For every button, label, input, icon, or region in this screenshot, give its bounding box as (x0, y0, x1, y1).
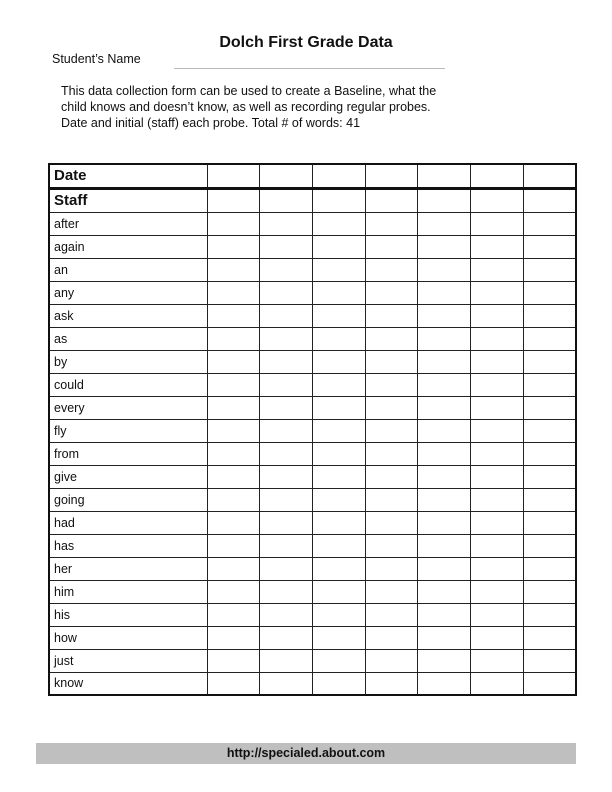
word-row (49, 511, 576, 534)
word-row-label: any (49, 281, 207, 304)
entry-cell[interactable] (207, 258, 260, 281)
entry-cell[interactable] (418, 557, 471, 580)
entry-cell[interactable] (365, 672, 418, 695)
entry-cell[interactable] (365, 350, 418, 373)
entry-cell[interactable] (312, 396, 365, 419)
entry-cell[interactable] (418, 350, 471, 373)
entry-cell[interactable] (312, 534, 365, 557)
entry-cell[interactable] (260, 603, 313, 626)
entry-cell[interactable] (207, 235, 260, 258)
entry-cell[interactable] (523, 649, 576, 672)
entry-cell[interactable] (312, 649, 365, 672)
entry-cell[interactable] (471, 350, 524, 373)
entry-cell[interactable] (312, 511, 365, 534)
word-row (49, 304, 576, 327)
entry-cell[interactable] (260, 580, 313, 603)
date-row-label: Date (49, 164, 207, 188)
entry-cell[interactable] (471, 327, 524, 350)
entry-cell[interactable] (260, 419, 313, 442)
entry-cell[interactable] (312, 327, 365, 350)
word-row (49, 327, 576, 350)
student-name-label: Student’s Name (52, 52, 141, 66)
entry-cell[interactable] (365, 212, 418, 235)
entry-cell[interactable] (312, 465, 365, 488)
date-row (49, 164, 576, 188)
entry-cell[interactable] (418, 580, 471, 603)
entry-cell[interactable] (260, 649, 313, 672)
entry-cell[interactable] (207, 373, 260, 396)
word-row (49, 649, 576, 672)
entry-cell[interactable] (471, 672, 524, 695)
word-row-label: give (49, 465, 207, 488)
entry-cell[interactable] (312, 488, 365, 511)
entry-cell[interactable] (207, 304, 260, 327)
word-row-label: has (49, 534, 207, 557)
entry-cell[interactable] (471, 281, 524, 304)
word-row (49, 488, 576, 511)
entry-cell[interactable] (418, 281, 471, 304)
entry-cell[interactable] (365, 188, 418, 212)
staff-row-label: Staff (49, 188, 207, 212)
instructions-line: child knows and doesn’t know, as well as recording regular probes. (61, 100, 431, 114)
entry-cell[interactable] (523, 350, 576, 373)
entry-cell[interactable] (207, 164, 260, 188)
entry-cell[interactable] (312, 626, 365, 649)
entry-cell[interactable] (523, 511, 576, 534)
entry-cell[interactable] (260, 188, 313, 212)
entry-cell[interactable] (207, 419, 260, 442)
entry-cell[interactable] (260, 327, 313, 350)
form-title: Dolch First Grade Data (219, 34, 393, 51)
entry-cell[interactable] (471, 164, 524, 188)
word-row (49, 626, 576, 649)
instructions-line: Date and initial (staff) each probe. Total # of words: 41 (61, 116, 361, 130)
entry-cell[interactable] (523, 534, 576, 557)
entry-cell[interactable] (418, 511, 471, 534)
entry-cell[interactable] (365, 557, 418, 580)
entry-cell[interactable] (207, 212, 260, 235)
entry-cell[interactable] (207, 442, 260, 465)
entry-cell[interactable] (365, 626, 418, 649)
entry-cell[interactable] (523, 235, 576, 258)
word-row-label: his (49, 603, 207, 626)
entry-cell[interactable] (312, 580, 365, 603)
entry-cell[interactable] (418, 488, 471, 511)
entry-cell[interactable] (260, 511, 313, 534)
word-row (49, 373, 576, 396)
entry-cell[interactable] (471, 534, 524, 557)
entry-cell[interactable] (523, 603, 576, 626)
entry-cell[interactable] (207, 188, 260, 212)
entry-cell[interactable] (471, 304, 524, 327)
word-row (49, 212, 576, 235)
entry-cell[interactable] (207, 281, 260, 304)
entry-cell[interactable] (312, 442, 365, 465)
entry-cell[interactable] (260, 488, 313, 511)
data-table (48, 163, 577, 696)
word-row-label: just (49, 649, 207, 672)
word-row-label: could (49, 373, 207, 396)
entry-cell[interactable] (260, 258, 313, 281)
entry-cell[interactable] (260, 534, 313, 557)
entry-cell[interactable] (471, 603, 524, 626)
entry-cell[interactable] (418, 258, 471, 281)
entry-cell[interactable] (523, 626, 576, 649)
entry-cell[interactable] (418, 649, 471, 672)
entry-cell[interactable] (312, 419, 365, 442)
entry-cell[interactable] (312, 557, 365, 580)
word-row-label: after (49, 212, 207, 235)
entry-cell[interactable] (365, 534, 418, 557)
entry-cell[interactable] (471, 442, 524, 465)
entry-cell[interactable] (418, 534, 471, 557)
word-row (49, 557, 576, 580)
entry-cell[interactable] (365, 396, 418, 419)
word-row-label: her (49, 557, 207, 580)
entry-cell[interactable] (418, 235, 471, 258)
entry-cell[interactable] (312, 350, 365, 373)
entry-cell[interactable] (312, 672, 365, 695)
word-row (49, 672, 576, 695)
entry-cell[interactable] (471, 212, 524, 235)
entry-cell[interactable] (418, 442, 471, 465)
entry-cell[interactable] (207, 327, 260, 350)
entry-cell[interactable] (207, 557, 260, 580)
entry-cell[interactable] (207, 396, 260, 419)
entry-cell[interactable] (365, 511, 418, 534)
entry-cell[interactable] (312, 235, 365, 258)
entry-cell[interactable] (207, 465, 260, 488)
staff-row (49, 188, 576, 212)
entry-cell[interactable] (523, 442, 576, 465)
entry-cell[interactable] (471, 488, 524, 511)
entry-cell[interactable] (260, 396, 313, 419)
entry-cell[interactable] (418, 304, 471, 327)
word-row (49, 580, 576, 603)
word-row (49, 396, 576, 419)
entry-cell[interactable] (207, 580, 260, 603)
entry-cell[interactable] (260, 164, 313, 188)
word-row (49, 603, 576, 626)
entry-cell[interactable] (523, 396, 576, 419)
entry-cell[interactable] (207, 603, 260, 626)
entry-cell[interactable] (523, 557, 576, 580)
entry-cell[interactable] (523, 419, 576, 442)
entry-cell[interactable] (260, 350, 313, 373)
entry-cell[interactable] (471, 373, 524, 396)
word-row-label: had (49, 511, 207, 534)
word-row (49, 419, 576, 442)
entry-cell[interactable] (260, 557, 313, 580)
entry-cell[interactable] (260, 672, 313, 695)
word-row-label: going (49, 488, 207, 511)
entry-cell[interactable] (207, 511, 260, 534)
entry-cell[interactable] (523, 188, 576, 212)
entry-cell[interactable] (312, 188, 365, 212)
entry-cell[interactable] (207, 488, 260, 511)
entry-cell[interactable] (471, 419, 524, 442)
entry-cell[interactable] (260, 373, 313, 396)
word-row (49, 281, 576, 304)
instructions (61, 83, 561, 131)
entry-cell[interactable] (260, 442, 313, 465)
entry-cell[interactable] (523, 672, 576, 695)
word-row (49, 235, 576, 258)
entry-cell[interactable] (365, 304, 418, 327)
entry-cell[interactable] (260, 212, 313, 235)
entry-cell[interactable] (365, 373, 418, 396)
entry-cell[interactable] (418, 373, 471, 396)
word-row (49, 442, 576, 465)
entry-cell[interactable] (523, 281, 576, 304)
entry-cell[interactable] (260, 304, 313, 327)
entry-cell[interactable] (471, 511, 524, 534)
entry-cell[interactable] (312, 164, 365, 188)
entry-cell[interactable] (471, 557, 524, 580)
entry-cell[interactable] (418, 327, 471, 350)
word-row (49, 258, 576, 281)
word-row-label: ask (49, 304, 207, 327)
entry-cell[interactable] (471, 235, 524, 258)
entry-cell[interactable] (523, 304, 576, 327)
entry-cell[interactable] (523, 373, 576, 396)
word-row (49, 465, 576, 488)
word-row-label: every (49, 396, 207, 419)
entry-cell[interactable] (365, 235, 418, 258)
entry-cell[interactable] (312, 304, 365, 327)
entry-cell[interactable] (365, 258, 418, 281)
entry-cell[interactable] (418, 419, 471, 442)
entry-cell[interactable] (418, 164, 471, 188)
word-row-label: know (49, 672, 207, 695)
entry-cell[interactable] (260, 235, 313, 258)
entry-cell[interactable] (260, 626, 313, 649)
footer-url: http://specialed.about.com (36, 743, 576, 764)
entry-cell[interactable] (207, 350, 260, 373)
entry-cell[interactable] (312, 258, 365, 281)
entry-cell[interactable] (365, 649, 418, 672)
entry-cell[interactable] (260, 465, 313, 488)
entry-cell[interactable] (365, 164, 418, 188)
instructions-line: This data collection form can be used to create a Baseline, what the (61, 84, 437, 98)
entry-cell[interactable] (523, 488, 576, 511)
entry-cell[interactable] (471, 258, 524, 281)
entry-cell[interactable] (471, 465, 524, 488)
entry-cell[interactable] (365, 327, 418, 350)
entry-cell[interactable] (365, 442, 418, 465)
word-row-label: from (49, 442, 207, 465)
entry-cell[interactable] (471, 580, 524, 603)
entry-cell[interactable] (312, 281, 365, 304)
entry-cell[interactable] (365, 465, 418, 488)
entry-cell[interactable] (471, 396, 524, 419)
word-row (49, 534, 576, 557)
entry-cell[interactable] (365, 488, 418, 511)
entry-cell[interactable] (207, 649, 260, 672)
word-row-label: as (49, 327, 207, 350)
word-row-label: how (49, 626, 207, 649)
entry-cell[interactable] (418, 626, 471, 649)
word-row-label: again (49, 235, 207, 258)
student-name-line[interactable] (174, 68, 445, 69)
entry-cell[interactable] (471, 188, 524, 212)
word-row (49, 350, 576, 373)
word-row-label: fly (49, 419, 207, 442)
entry-cell[interactable] (418, 603, 471, 626)
entry-cell[interactable] (418, 672, 471, 695)
entry-cell[interactable] (260, 281, 313, 304)
entry-cell[interactable] (523, 580, 576, 603)
entry-cell[interactable] (312, 603, 365, 626)
entry-cell[interactable] (523, 465, 576, 488)
entry-cell[interactable] (207, 672, 260, 695)
entry-cell[interactable] (365, 419, 418, 442)
entry-cell[interactable] (523, 258, 576, 281)
entry-cell[interactable] (418, 465, 471, 488)
word-row-label: by (49, 350, 207, 373)
entry-cell[interactable] (523, 212, 576, 235)
entry-cell[interactable] (523, 327, 576, 350)
entry-cell[interactable] (418, 212, 471, 235)
word-row-label: him (49, 580, 207, 603)
entry-cell[interactable] (471, 626, 524, 649)
entry-cell[interactable] (312, 212, 365, 235)
entry-cell[interactable] (207, 534, 260, 557)
entry-cell[interactable] (523, 164, 576, 188)
entry-cell[interactable] (207, 626, 260, 649)
word-row-label: an (49, 258, 207, 281)
entry-cell[interactable] (365, 603, 418, 626)
entry-cell[interactable] (471, 649, 524, 672)
entry-cell[interactable] (365, 281, 418, 304)
entry-cell[interactable] (418, 396, 471, 419)
entry-cell[interactable] (365, 580, 418, 603)
entry-cell[interactable] (418, 188, 471, 212)
entry-cell[interactable] (312, 373, 365, 396)
